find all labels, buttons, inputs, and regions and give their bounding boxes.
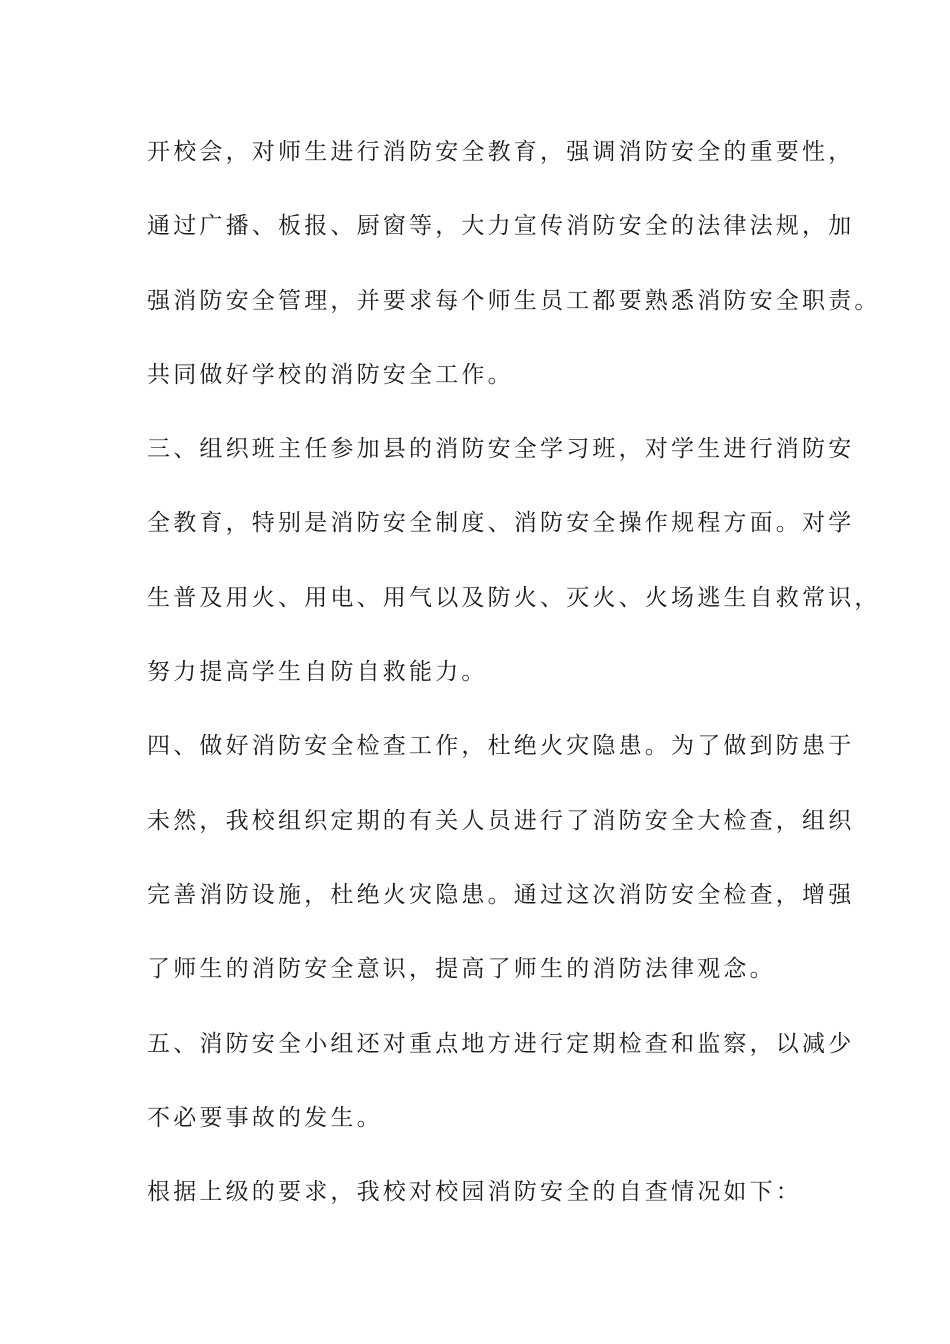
text-line: 全教育，特别是消防安全制度、消防安全操作规程方面。对学 bbox=[147, 510, 855, 537]
text-line: 开校会，对师生进行消防安全教育，强调消防安全的重要性， bbox=[147, 139, 855, 165]
text-line: 四、做好消防安全检查工作，杜绝火灾隐患。为了做到防患于 bbox=[147, 733, 855, 760]
text-line: 不必要事故的发生。 bbox=[147, 1104, 383, 1131]
text-line: 了师生的消防安全意识，提高了师生的消防法律观念。 bbox=[147, 956, 776, 983]
text-line: 未然，我校组织定期的有关人员进行了消防安全大检查，组织 bbox=[147, 807, 855, 834]
text-line: 完善消防设施，杜绝火灾隐患。通过这次消防安全检查，增强 bbox=[147, 881, 855, 908]
text-line: 共同做好学校的消防安全工作。 bbox=[147, 361, 514, 388]
text-line: 努力提高学生自防自救能力。 bbox=[147, 659, 488, 686]
text-line: 五、消防安全小组还对重点地方进行定期检查和监察，以减少 bbox=[147, 1030, 855, 1057]
text-line: 三、组织班主任参加县的消防安全学习班，对学生进行消防安 bbox=[147, 436, 855, 463]
body-text bbox=[147, 130, 881, 1244]
text-line: 生普及用火、用电、用气以及防火、灭火、火场逃生自救常识， bbox=[147, 584, 881, 611]
text-line: 强消防安全管理，并要求每个师生员工都要熟悉消防安全职责。 bbox=[147, 287, 881, 314]
text-line: 根据上级的要求，我校对校园消防安全的自查情况如下： bbox=[147, 1179, 802, 1206]
text-line: 通过广播、板报、厨窗等，大力宣传消防安全的法律法规，加 bbox=[147, 213, 855, 240]
